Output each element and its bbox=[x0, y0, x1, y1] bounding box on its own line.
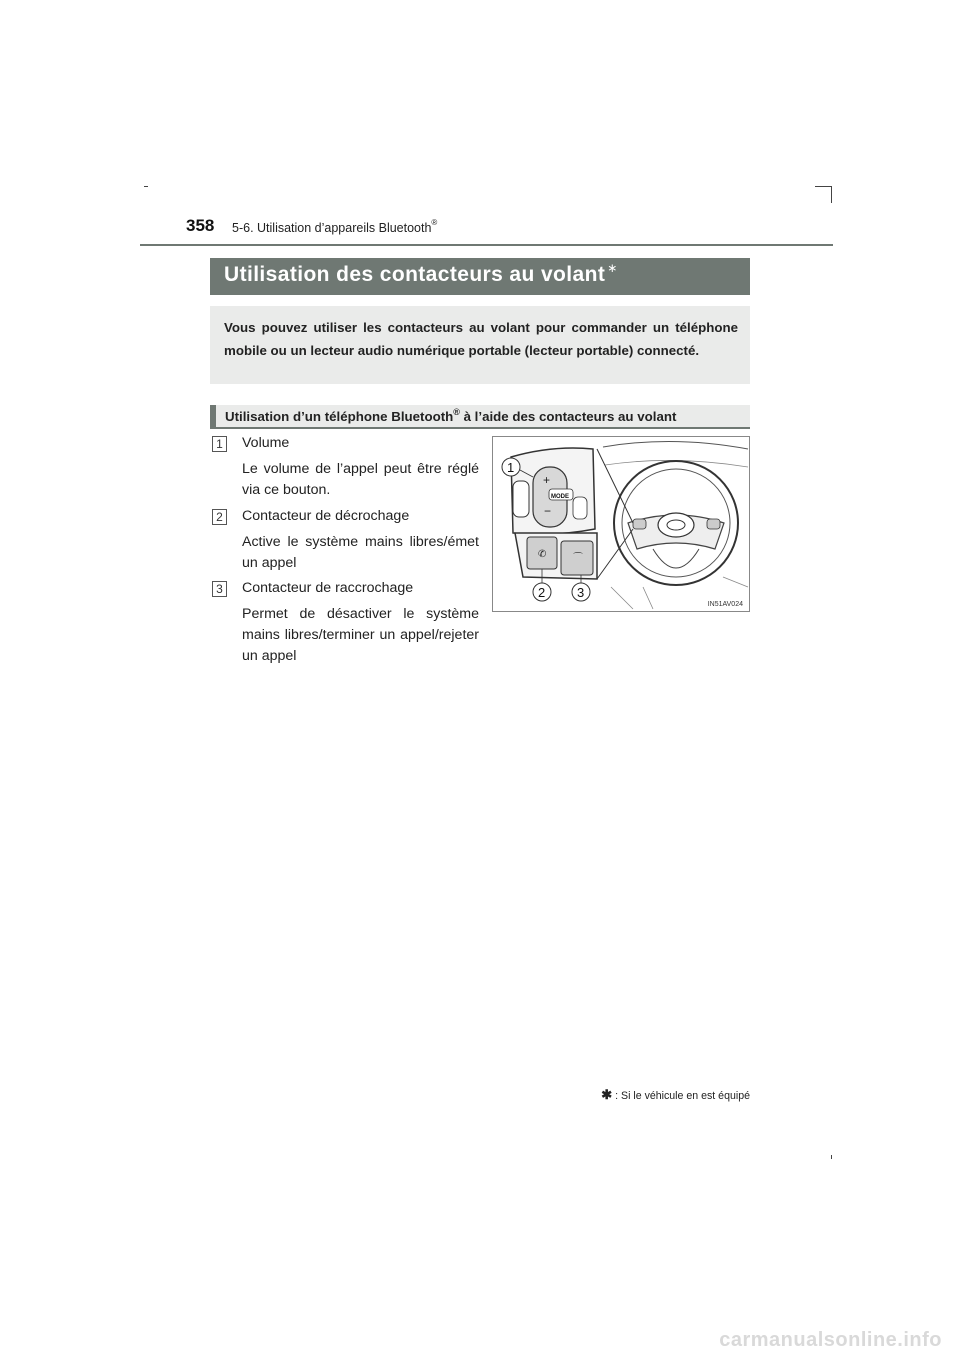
svg-text:1: 1 bbox=[507, 460, 515, 475]
svg-text:✆: ✆ bbox=[538, 549, 547, 560]
item-number-2: 2 bbox=[212, 509, 227, 525]
item-title-on-hook: Contacteur de raccrochage bbox=[242, 580, 414, 596]
item-number-3: 3 bbox=[212, 581, 227, 597]
item-title-off-hook: Contacteur de décrochage bbox=[242, 508, 410, 524]
svg-text:MODE: MODE bbox=[551, 494, 569, 500]
svg-text:−: − bbox=[544, 504, 552, 518]
subsection-title: Utilisation d’un téléphone Bluetooth® à l’aide des contacteurs au volant bbox=[225, 407, 677, 424]
crop-mark-top-right-v bbox=[831, 186, 832, 203]
crop-mark-top-right-h bbox=[815, 186, 832, 187]
svg-text:2: 2 bbox=[538, 585, 546, 600]
equipment-asterisk: ∗ bbox=[607, 261, 618, 275]
item-description-volume: Le volume de l’appel peut être réglé via ce bouton. bbox=[242, 461, 479, 498]
item-description-off-hook: Active le système mains libres/émet un appel bbox=[242, 534, 479, 571]
watermark: carmanualsonline.info bbox=[719, 1329, 942, 1351]
steering-wheel-drawing bbox=[493, 437, 749, 611]
section-title: Utilisation des contacteurs au volant ∗ bbox=[224, 261, 618, 286]
item-title-volume: Volume bbox=[242, 435, 290, 451]
intro-text: Vous pouvez utiliser les contacteurs au volant pour commander un téléphone mobile ou un lecteur audio numérique portable (lecteur portable) connecté. bbox=[224, 320, 738, 358]
item-description-on-hook: Permet de désactiver le système mains libres/terminer un appel/rejeter un appel bbox=[242, 606, 479, 664]
footnote-star-icon: ✱ bbox=[601, 1087, 613, 1102]
header-rule bbox=[140, 244, 833, 246]
illustration-code: IN51AV024 bbox=[707, 601, 743, 608]
page-number: 358 bbox=[186, 216, 215, 235]
crop-mark-top-left bbox=[144, 186, 148, 187]
chapter-title: 5-6. Utilisation d’appareils Bluetooth® bbox=[232, 218, 438, 235]
svg-text:+: + bbox=[543, 473, 551, 487]
crop-mark-bottom-right bbox=[831, 1155, 832, 1159]
section-header bbox=[210, 258, 750, 295]
svg-text:3: 3 bbox=[577, 585, 585, 600]
footnote: ✱ : Si le véhicule en est équipé bbox=[601, 1087, 750, 1102]
steering-switch-illustration bbox=[492, 436, 750, 612]
item-number-1: 1 bbox=[212, 436, 227, 452]
intro-box bbox=[210, 306, 750, 384]
subsection-header bbox=[210, 405, 750, 429]
svg-text:⌒: ⌒ bbox=[573, 553, 583, 564]
